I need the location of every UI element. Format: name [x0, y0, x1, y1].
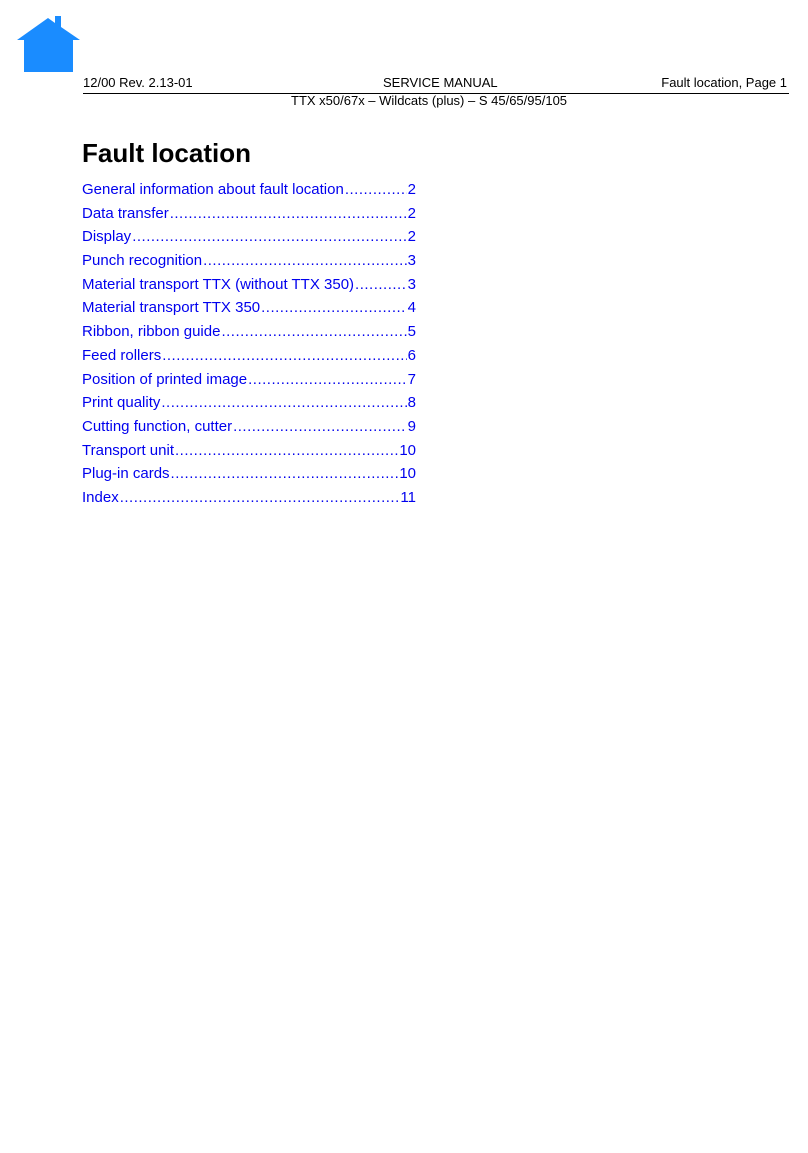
toc-leader: [170, 202, 407, 226]
home-icon[interactable]: [17, 16, 80, 72]
toc-page-number: 3: [407, 252, 416, 270]
toc-label: Plug-in cards: [82, 465, 170, 483]
toc-label: Transport unit: [82, 441, 174, 459]
toc-link[interactable]: [82, 391, 416, 415]
toc-leader: [171, 462, 399, 486]
toc-label: Feed rollers: [82, 346, 162, 364]
toc-page-number: 8: [407, 394, 416, 412]
toc-label: Data transfer: [82, 204, 169, 222]
toc-label: Cutting function, cutter: [82, 417, 233, 435]
toc-link[interactable]: [82, 178, 416, 202]
toc-link[interactable]: [82, 439, 416, 463]
toc-page-number: 3: [407, 275, 416, 293]
toc-label: Index: [82, 488, 119, 506]
toc-leader: [132, 225, 406, 249]
toc-page-number: 2: [407, 181, 416, 198]
toc-label: Material transport TTX (without TTX 350): [82, 275, 355, 293]
toc-page-number: 6: [407, 346, 416, 364]
toc-leader: [120, 486, 400, 510]
toc-label: Ribbon, ribbon guide: [82, 323, 221, 341]
toc-link[interactable]: [82, 486, 416, 510]
toc-leader: [162, 344, 406, 368]
toc-page-number: 9: [407, 417, 416, 435]
table-of-contents: [82, 178, 416, 510]
toc-label: General information about fault location: [82, 181, 344, 198]
toc-label: Punch recognition: [82, 252, 203, 270]
toc-leader: [221, 320, 406, 344]
toc-leader: [355, 273, 407, 297]
toc-leader: [261, 296, 407, 320]
toc-label: Print quality: [82, 394, 161, 412]
header-models: TTX x50/67x – Wildcats (plus) – S 45/65/95/105: [291, 93, 568, 108]
toc-page-number: 10: [399, 441, 416, 459]
page-header: [83, 74, 789, 94]
toc-leader: [248, 368, 407, 392]
toc-page-number: 2: [407, 204, 416, 222]
toc-link[interactable]: [82, 249, 416, 273]
toc-link[interactable]: [82, 462, 416, 486]
toc-link[interactable]: [82, 202, 416, 226]
toc-label: Material transport TTX 350: [82, 299, 261, 317]
toc-label: Position of printed image: [82, 370, 248, 388]
toc-link[interactable]: [82, 320, 416, 344]
toc-link[interactable]: [82, 368, 416, 392]
header-manual-title: SERVICE MANUAL: [383, 75, 498, 90]
header-revision: 12/00 Rev. 2.13-01: [83, 75, 193, 90]
toc-page-number: 7: [407, 370, 416, 388]
toc-label: Display: [82, 228, 132, 246]
toc-link[interactable]: [82, 225, 416, 249]
toc-leader: [345, 178, 407, 202]
toc-page-number: 2: [407, 228, 416, 246]
toc-page-number: 4: [407, 299, 416, 317]
toc-leader: [233, 415, 407, 439]
toc-leader: [203, 249, 407, 273]
page-title: Fault location: [82, 138, 251, 168]
toc-link[interactable]: [82, 344, 416, 368]
toc-leader: [161, 391, 406, 415]
toc-link[interactable]: [82, 415, 416, 439]
toc-page-number: 10: [399, 465, 416, 483]
toc-page-number: 5: [407, 323, 416, 341]
toc-page-number: 11: [400, 488, 416, 506]
toc-leader: [175, 439, 398, 463]
toc-link[interactable]: [82, 273, 416, 297]
toc-link[interactable]: [82, 296, 416, 320]
header-page-ref: Fault location, Page 1: [661, 75, 787, 90]
